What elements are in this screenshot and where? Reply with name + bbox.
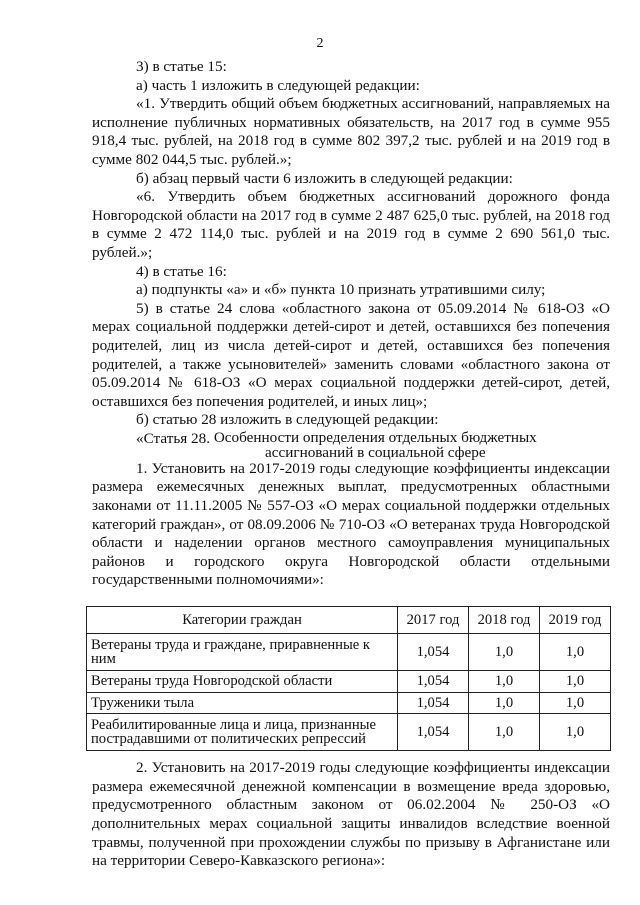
- article-heading-title: [214, 430, 537, 460]
- table-cell-2018: 1,0: [469, 671, 540, 693]
- table-cell-2018: 1,0: [469, 692, 540, 714]
- document-body: [92, 58, 610, 871]
- table-header-2019: 2019 год: [540, 607, 611, 634]
- table-cell-category: Ветераны труда Новгородской области: [87, 671, 398, 693]
- table-cell-2017: 1,054: [398, 714, 469, 751]
- table-cell-2019: 1,0: [540, 671, 611, 693]
- paragraph-art15-quote1: «1. Утвердить общий объем бюджетных ассигнований, направляемых на исполнение публичных нормативных обязательств, на 2017 год в сумме 955 918,4 тыс. рублей, на 2018 год в сумме 802 397,2 тыс. рублей и на 2019 год в сумме 802 044,5 тыс. рублей.»;: [92, 95, 610, 168]
- article-heading-lead: «Статья 28.: [136, 429, 214, 447]
- table-cell-2018: 1,0: [469, 714, 540, 751]
- table-cell-2018: 1,0: [469, 634, 540, 671]
- paragraph-art15-b: б) абзац первый части 6 изложить в следующей редакции:: [136, 169, 513, 187]
- table-row: [87, 634, 611, 671]
- table-cell-2019: 1,0: [540, 692, 611, 714]
- paragraph-art15-quote6: «6. Утвердить объем бюджетных ассигнований дорожного фонда Новгородской области на 2017 год в сумме 2 487 625,0 тыс. рублей, на 2018 год в сумме 2 472 114,0 тыс. рублей и на 2019 год в сумме 2 690 561,0 тыс. рублей.»;: [92, 188, 610, 261]
- table-cell-category: Ветераны труда и граждане, приравненные к ним: [87, 634, 398, 671]
- table-header-row: [87, 607, 611, 634]
- table-header-2018: 2018 год: [469, 607, 540, 634]
- paragraph-art16-a: а) подпункты «а» и «б» пункта 10 признать утратившими силу;: [136, 281, 546, 299]
- paragraph-art15: 3) в статье 15:: [136, 58, 227, 75]
- paragraph-art16: 4) в статье 16:: [136, 262, 227, 280]
- article-heading: [92, 430, 610, 460]
- table-cell-2019: 1,0: [540, 714, 611, 751]
- page-number: 2: [316, 36, 324, 51]
- paragraph-art15-a: а) часть 1 изложить в следующей редакции:: [136, 76, 420, 94]
- paragraph-art24: 5) в статье 24 слова «областного закона от 05.09.2014 № 618-ОЗ «О мерах социальной поддержки детей-сирот и детей, оставшихся без попечения родителей, лиц из числа детей-сирот и детей, оставшихся без попечения родителей, а также усыновителей» заменить словами «областного закона от 05.09.2014 № 618-ОЗ «О мерах социальной поддержки детей-сирот, детей, оставшихся без попечения родителей, и иных лиц»;: [92, 299, 610, 410]
- table-row: [87, 671, 611, 693]
- table-cell-2017: 1,054: [398, 671, 469, 693]
- table-cell-2019: 1,0: [540, 634, 611, 671]
- table-cell-2017: 1,054: [398, 634, 469, 671]
- table-cell-2017: 1,054: [398, 692, 469, 714]
- paragraph-art28-item1: 1. Установить на 2017-2019 годы следующие коэффициенты индексации размера ежемесячных денежных выплат, предусмотренных областными законами от 11.11.2005 № 557-ОЗ «О мерах социальной поддержки отдельных категорий граждан», от 08.09.2006 № 710-ОЗ «О ветеранах труда Новгородской области и наделении органов местного самоуправления муниципальных районов и городского округа Новгородской области отдельными государственными полномочиями»:: [92, 459, 610, 589]
- paragraph-art28-item2: 2. Установить на 2017-2019 годы следующие коэффициенты индексации размера ежемесячной денежной компенсации в возмещение вреда здоровью, предусмотренного областным законом от 06.02.2004 № 250-ОЗ «О дополнительных мерах социальной защиты инвалидов вследствие военной травмы, полученной при прохождении службы по призыву в Афганистане или на территории Северо-Кавказского региона»:: [92, 759, 610, 870]
- table-header-2017: 2017 год: [398, 607, 469, 634]
- table-cell-category: Реабилитированные лица и лица, признанные пострадавшими от политических репрессий: [87, 714, 398, 751]
- paragraph-art28-intro: б) статью 28 изложить в следующей редакции:: [136, 411, 439, 429]
- table-row: [87, 692, 611, 714]
- coefficients-table: [86, 606, 611, 751]
- table-cell-category: Труженики тыла: [87, 692, 398, 714]
- table-row: [87, 714, 611, 751]
- article-heading-line1: Особенности определения отдельных бюджетных: [213, 428, 537, 446]
- article-heading-line2: ассигнований в социальной сфере: [264, 443, 486, 461]
- table-header-category: Категории граждан: [87, 607, 398, 634]
